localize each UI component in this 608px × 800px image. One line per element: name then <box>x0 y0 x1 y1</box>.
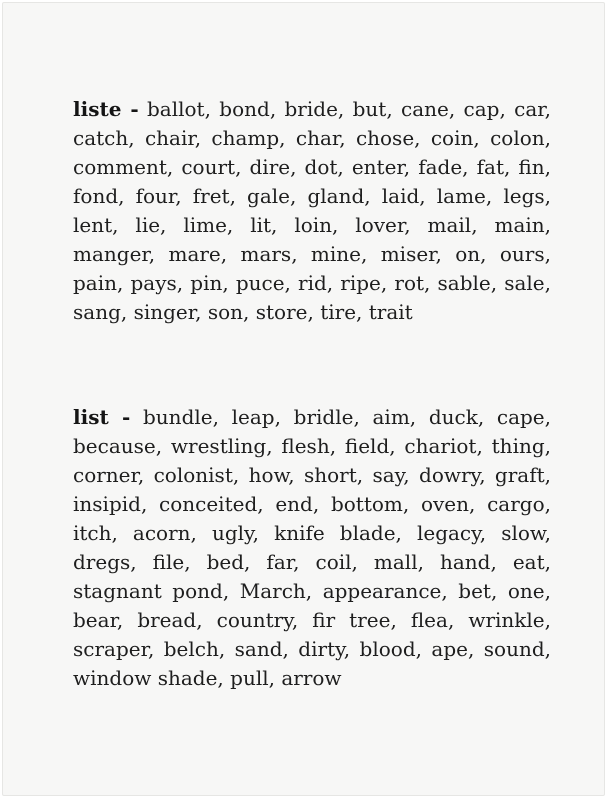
english-word-list <box>73 403 551 693</box>
list-words-french: ballot, bond, bride, but, cane, cap, car, catch, chair, champ, char, chose, coin, colon, comment, court, dire, dot, enter, fade, fat, fin, fond, four, fret, gale, gland, laid, lame, legs, lent, lie, lime, lit, loin, lover, mail, main, manger, mare, mars, mine, miser, on, ours, pain, pays, pin, puce, rid, ripe, rot, sable, sale, sang, singer, son, store, tire, trait <box>73 97 551 324</box>
list-words-english: bundle, leap, bridle, aim, duck, cape, because, wrestling, flesh, field, chariot, thing, corner, colonist, how, short, say, dowry, graft, insipid, conceited, end, bottom, oven, cargo, itch, acorn, ugly, knife blade, legacy, slow, dregs, file, bed, far, coil, mall, hand, eat, stagnant pond, March, appearance, bet, one, bear, bread, country, fir tree, flea, wrinkle, scraper, belch, sand, dirty, blood, ape, sound, window shade, pull, arrow <box>73 405 552 690</box>
french-word-list <box>73 95 551 327</box>
paper-sheet <box>3 3 604 795</box>
list-term-english: list - <box>73 405 131 429</box>
list-term-french: liste - <box>73 97 139 121</box>
